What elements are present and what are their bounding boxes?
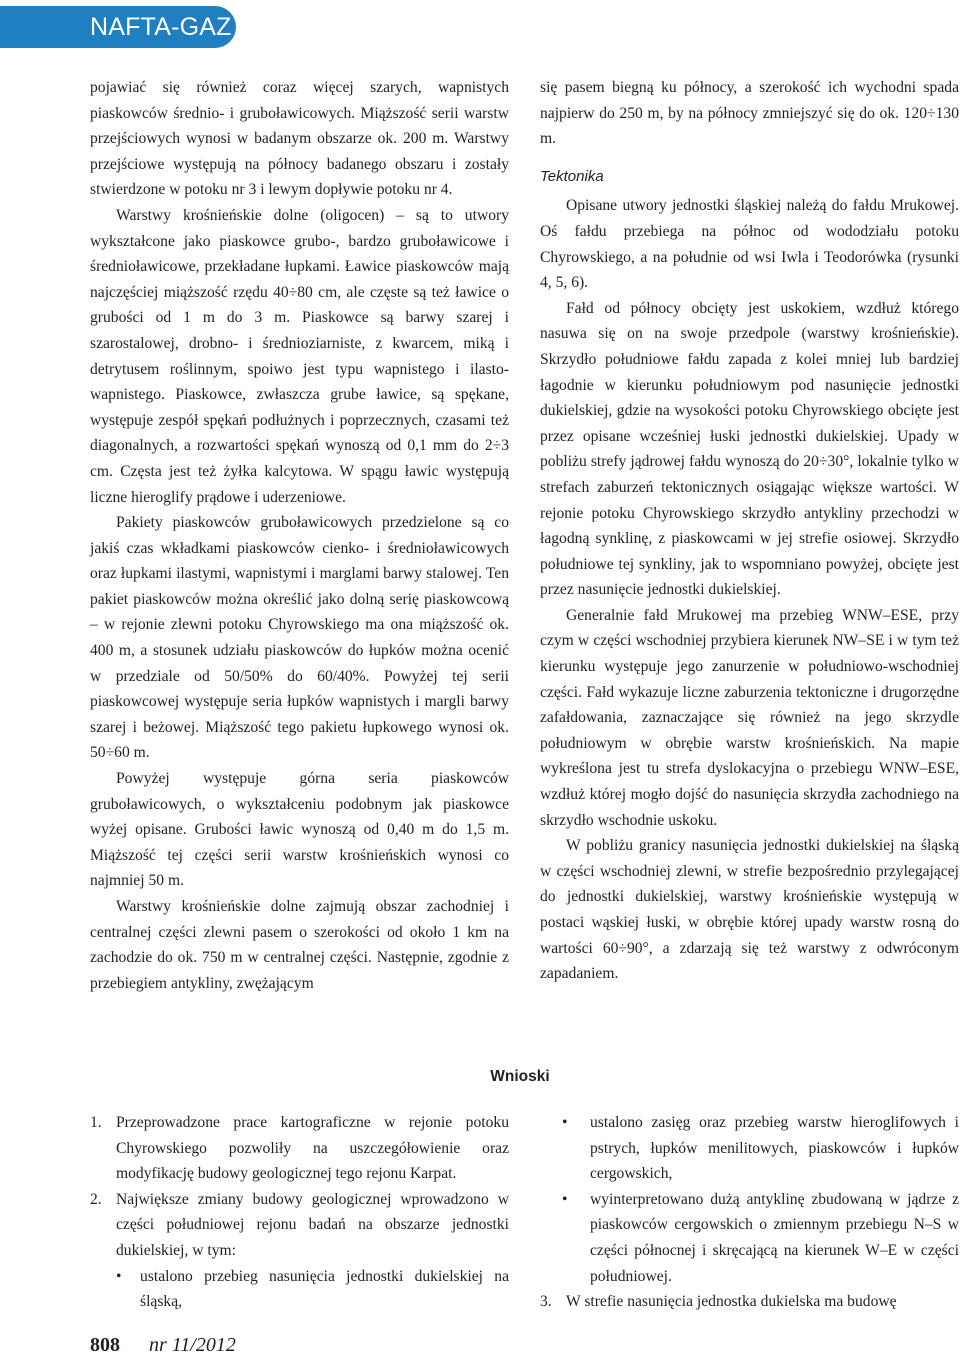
bullet-item <box>540 1187 959 1289</box>
paragraph: pojawiać się również coraz więcej szarych, wapnistych piaskowców średnio- i gruboławicowych. Miąższość serii warstw przejściowych wynosi w badanym obszarze ok. 200 m. Warstwy przejściowe występują na północy badanego obszaru i zostały stwierdzone w potoku nr 3 i lewym dopływie potoku nr 4. <box>90 79 509 199</box>
paragraph: W pobliżu granicy nasunięcia jednostki dukielskiej na śląską w części wschodniej zlewni, w strefie bezpośrednio przylegającej do jednostki dukielskiej, warstwy krośnieńskie występują w postaci wąskiej łuski, w obrębie której upady warstw rosną do wartości 60÷90°, a zdarzają się też warstwy z odwróconym zapadaniem. <box>540 837 959 983</box>
numbered-item <box>90 1110 509 1187</box>
bullet-item <box>90 1264 509 1315</box>
conclusions-heading: Wnioski <box>490 1068 550 1085</box>
paragraph: Pakiety piaskowców gruboławicowych przedzielone są co jakiś czas wkładkami piaskowców cienko- i średnioławicowych oraz łupkami ilastymi, wapnistymi i marglami barwy stalowej. Ten pakiet piaskowców można określić jako dolną serię piaskowcową – w rejonie zlewni potoku Chyrowskiego ma ona miąższość ok. 400 m, a stosunek udziału piaskowców do łupków można ocenić w przedziale od 50/50% do 60/40%. Powyżej tej serii piaskowcowej występuje seria łupków wapnistych i margli barwy szarej i beżowej. Miąższość tego pakietu łupkowego wynosi ok. 50÷60 m. <box>90 514 509 762</box>
item-text: wyinterpretowano dużą antyklinę zbudowaną w jądrze z piaskowców cergowskich o zmiennym przebiegu N–S w części północnej i skręcającą na kierunek W–E w części południowej. <box>590 1190 959 1285</box>
bullet-icon: • <box>562 1190 568 1208</box>
left-text-column <box>90 75 509 996</box>
right-text-column <box>540 75 959 987</box>
item-number: 3. <box>540 1293 552 1311</box>
page-footer <box>90 1334 236 1357</box>
paragraph: Fałd od północy obcięty jest uskokiem, wzdłuż którego nasuwa się on na swoje przedpole (warstwy krośnieńskie). Skrzydło południowe fałdu zapada z kolei mniej lub bardziej łagodnie w kierunku południowym pod nasunięcie jednostki dukielskiej, gdzie na wysokości potoku Chyrowskiego obcięte jest przez opisane wcześniej łuski jednostki dukielskiej. Upady w pobliżu strefy jądrowej fałdu wynoszą do 20÷30°, lokalnie tylko w strefach zaburzeń tektonicznych osiągając większe wartości. W rejonie potoku Chyrowskiego skrzydło antykliny przechodzi w łagodną synklinę, z piaskowcami w jej strefie osiowej. Skrzydło południowe tej synkliny, jak to wspomniano powyżej, obcięte jest przez nasunięcie jednostki dukielskiej. <box>540 299 959 599</box>
conclusions-right-column <box>540 1110 959 1315</box>
paragraph: Powyżej występuje górna seria piaskowców gruboławicowych, o wykształceniu podobnym jak piaskowce wyżej opisane. Grubości ławic wynoszą od 0,40 m do 1,5 m. Miąższość tej części serii warstw krośnieńskich wynosi co najmniej 50 m. <box>90 770 509 890</box>
page-number: 808 <box>90 1334 120 1356</box>
bullet-icon: • <box>562 1114 568 1131</box>
issue-label: nr 11/2012 <box>149 1334 236 1356</box>
section-heading: Tektonika <box>540 167 604 185</box>
conclusions-left-column <box>90 1110 509 1315</box>
paragraph: Generalnie fałd Mrukowej ma przebieg WNW–ESE, przy czym w części wschodniej przybiera kierunek NW–SE i w tym też kierunku występuje jego zanurzenie w południowo-wschodniej części. Fałd wykazuje liczne zaburzenia tektoniczne i drugorzędne zafałdowania, zaznaczające się również na jego skrzydle południowym w obrębie warstw krośnieńskich. Na mapie wykreślona jest tu strefa dyslokacyjna o przebiegu WNW–ESE, wzdłuż której mogło dojść do nasunięcia skrzydła zachodniego na skrzydło wschodnie uskoku. <box>540 606 959 829</box>
paragraph: Opisane utwory jednostki śląskiej należą do fałdu Mrukowej. Oś fałdu przebiega na północ od wododziału potoku Chyrowskiego, a na południe od wsi Iwla i Teodorówka (rysunki 4, 5, 6). <box>540 197 959 292</box>
bullet-item <box>540 1110 959 1187</box>
item-text: Przeprowadzone prace kartograficzne w rejonie potoku Chyrowskiego pozwoliły na uszczegółowienie oraz modyfikację budowy geologicznej tego rejonu Karpat. <box>116 1114 509 1183</box>
item-text: ustalono zasięg oraz przebieg warstw hieroglifowych i pstrych, łupków menilitowych, piaskowców i łupków cergowskich, <box>590 1114 959 1183</box>
journal-name: NAFTA-GAZ <box>90 13 232 41</box>
item-number: 2. <box>90 1190 102 1208</box>
item-text: ustalono przebieg nasunięcia jednostki dukielskiej na śląską, <box>140 1267 509 1311</box>
item-text: W strefie nasunięcia jednostka dukielska ma budowę <box>566 1293 897 1311</box>
numbered-item <box>90 1187 509 1264</box>
item-text: Największe zmiany budowy geologicznej wprowadzono w części południowej rejonu badań na obszarze jednostki dukielskiej, w tym: <box>116 1190 509 1259</box>
paragraph: Warstwy krośnieńskie dolne zajmują obszar zachodniej i centralnej części zlewni pasem o szerokości od około 1 km na zachodzie do ok. 750 m w centralnej części. Następnie, zgodnie z przebiegiem antykliny, zwężającym <box>90 898 509 992</box>
journal-header-tab <box>0 6 236 48</box>
item-number: 1. <box>90 1114 102 1131</box>
paragraph: Warstwy krośnieńskie dolne (oligocen) – są to utwory wykształcone jako piaskowce grubo-, bardzo gruboławicowe i średnioławicowe, przekładane łupkami. Ławice piaskowców mają najczęściej miąższość rzędu 40÷80 cm, ale częste są też ławice o grubości od 1 m do 3 m. Piaskowce są barwy szarej i szarostalowej, drobno- i średnioziarniste, z kwarcem, miką i detrytusem roślinnym, spoiwo jest typu wapnistego i ilasto-wapnistego. Piaskowce, zwłaszcza grube ławice, są spękane, występuje zespół spękań podłużnych i poprzecznych, czasami też diagonalnych, a rozwartości spękań wynoszą od 0,1 mm do 2÷3 cm. Częsta jest też żyłka kalcytowa. W spągu ławic występują liczne hieroglify prądowe i uderzeniowe. <box>90 206 509 506</box>
numbered-item <box>540 1289 959 1315</box>
paragraph: się pasem biegną ku północy, a szerokość ich wychodni spada najpierw do 250 m, by na północy zmniejszyć się do ok. 120÷130 m. <box>540 79 959 148</box>
bullet-icon: • <box>116 1267 122 1285</box>
